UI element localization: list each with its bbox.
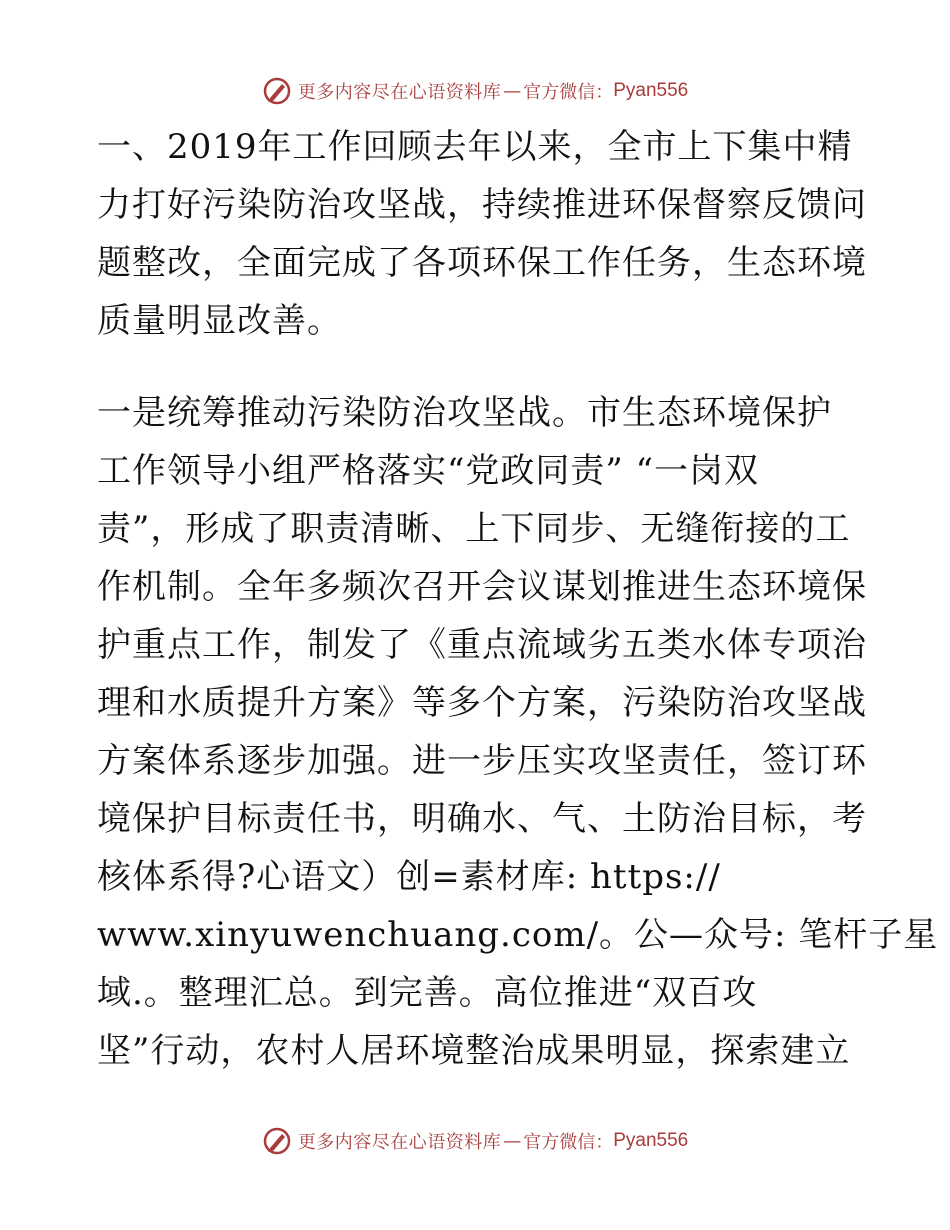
text-line: 理和水质提升方案》等多个方案，污染防治攻坚战	[97, 683, 867, 723]
text-line: 责”，形成了职责清晰、上下同步、无缝衔接的工	[97, 509, 851, 549]
pen-logo-icon	[262, 1126, 292, 1156]
paragraph-review	[97, 118, 867, 350]
text-line: 坚”行动，农村人居环境整治成果明显，探索建立	[97, 1031, 851, 1071]
watermark-site-text: 更多内容尽在心语资料库	[297, 82, 502, 103]
text-line: www.xinyuwenchuang.com/。公—众号: 笔杆子星	[97, 915, 939, 955]
text-line: 作机制。全年多频次召开会议谋划推进生态环境保	[97, 567, 867, 607]
watermark-wechat-id: Pyan556	[613, 80, 689, 101]
document-body	[97, 118, 939, 1080]
watermark-separator: —	[503, 80, 522, 102]
text-line: 一是统筹推动污染防治攻坚战。市生态环境保护	[97, 393, 832, 433]
text-line: 一、2019年工作回顾去年以来，全市上下集中精	[97, 127, 853, 167]
text-line: 力打好污染防治攻坚战，持续推进环保督察反馈问	[97, 185, 867, 225]
paragraph-pollution-control	[97, 384, 939, 1080]
text-line: 域.。整理汇总。到完善。高位推进“双百攻	[97, 973, 758, 1013]
watermark-wechat-label: 官方微信：	[523, 82, 614, 103]
text-line: 质量明显改善。	[97, 301, 342, 341]
watermark-wechat-id: Pyan556	[613, 1130, 689, 1151]
header-watermark	[0, 73, 950, 109]
text-line: 方案体系逐步加强。进一步压实攻坚责任，签订环	[97, 741, 867, 781]
watermark-separator: —	[503, 1130, 522, 1152]
pen-logo-icon	[262, 76, 292, 106]
text-line: 护重点工作，制发了《重点流域劣五类水体专项治	[97, 625, 867, 665]
text-line: 题整改，全面完成了各项环保工作任务，生态环境	[97, 243, 867, 283]
paragraph-gap	[97, 350, 857, 384]
watermark-site-text: 更多内容尽在心语资料库	[297, 1132, 502, 1153]
footer-watermark	[0, 1123, 950, 1159]
watermark-wechat-label: 官方微信：	[523, 1132, 614, 1153]
text-line: 工作领导小组严格落实“党政同责” “一岗双	[97, 451, 759, 491]
text-line: 核体系得?心语文）创=素材库: https://	[97, 857, 721, 897]
text-line: 境保护目标责任书，明确水、气、土防治目标，考	[97, 799, 867, 839]
